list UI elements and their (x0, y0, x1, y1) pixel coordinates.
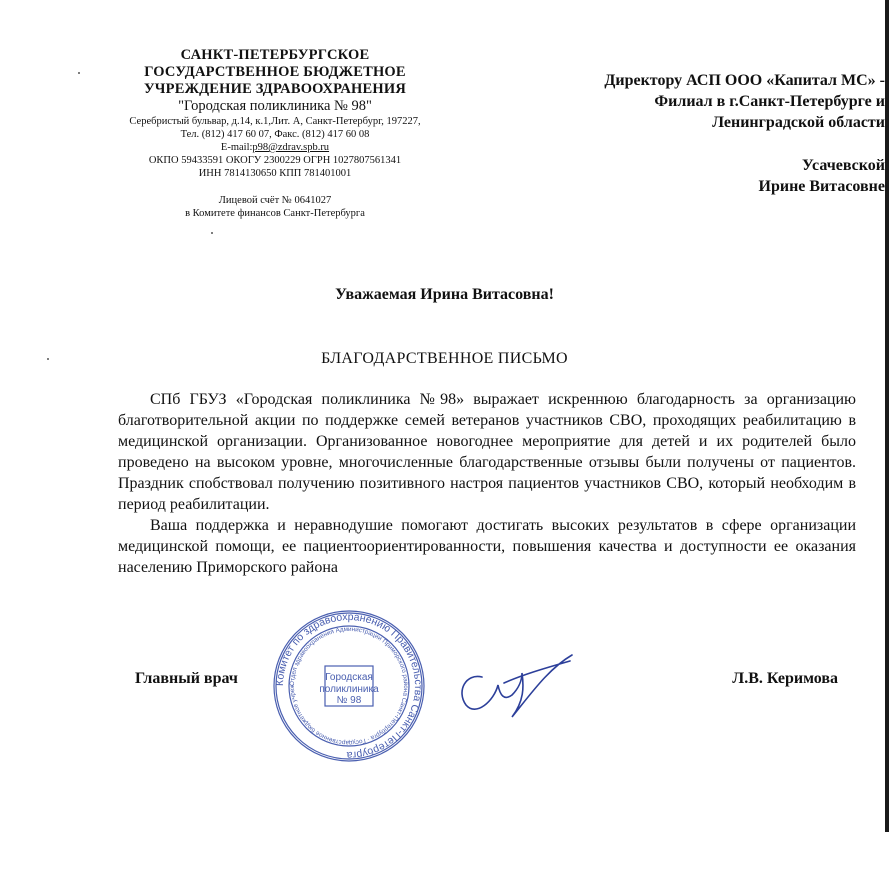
scan-speck (211, 232, 213, 234)
signatory-position: Главный врач (135, 670, 238, 687)
organization-name: "Городская поликлиника № 98" (178, 98, 372, 114)
email-link[interactable]: p98@zdrav.spb.ru (252, 142, 330, 153)
official-stamp (271, 608, 427, 764)
organization-codes-1: ОКПО 59433591 ОКОГУ 2300229 ОГРН 1027807561341 (148, 155, 402, 166)
email-prefix: E-mail: (220, 142, 253, 153)
organization-phone: Тел. (812) 417 60 07, Факс. (812) 417 60 08 (180, 129, 370, 140)
organization-email-line (100, 141, 450, 154)
stamp-inner-ring-text: Отдел здравоохранения Администрации Приморского района Санкт-Петербурга · Государственное бюджетное учреж (288, 625, 410, 747)
account-number: Лицевой счёт № 0641027 (218, 195, 332, 206)
letterhead-line-1: САНКТ-ПЕТЕРБУРГСКОЕ (180, 47, 370, 63)
addressee-surname: Усачевской (802, 157, 885, 174)
addressee-line-3: Ленинградской области (712, 114, 885, 131)
document-title: БЛАГОДАРСТВЕННОЕ ПИСЬМО (321, 350, 568, 367)
stamp-center-line-3: № 98 (336, 695, 362, 706)
scan-speck (78, 72, 80, 74)
letterhead-line-3: УЧРЕЖДЕНИЕ ЗДРАВООХРАНЕНИЯ (143, 81, 407, 97)
addressee-line-2: Филиал в г.Санкт-Петербурге и (654, 93, 885, 110)
stamp-center-line-1: Городская (325, 672, 373, 683)
letter-body (118, 389, 856, 578)
organization-codes-2: ИНН 7814130650 КПП 781401001 (198, 168, 352, 179)
handwritten-signature (452, 643, 577, 723)
organization-address: Серебристый бульвар, д.14, к.1,Лит. А, Санкт-Петербург, 197227, (129, 116, 421, 127)
letterhead-line-2: ГОСУДАРСТВЕННОЕ БЮДЖЕТНОЕ (144, 64, 406, 80)
letterhead (100, 47, 450, 220)
body-paragraph-1: СПб ГБУЗ «Городская поликлиника №98» выражает искреннюю благодарность за организацию благотворительной акции по поддержке семей ветеранов участников СВО, проходящих реабилитацию в медицинской организации. Организованное новогоднее мероприятие для детей и их родителей было проведено на высоком уровне, многочисленные благодарственные отзывы были получены от пациентов. Праздник спобствовал получению позитивного настроя пациентов участников СВО, который необходим в период реабилитации. (118, 391, 856, 513)
account-committee: в Комитете финансов Санкт-Петербурга (185, 208, 365, 219)
body-paragraph-2: Ваша поддержка и неравнодушие помогают достигать высоких результатов в сфере организации медицинской помощи, ее пациентоориентированности, повышения качества и доступности ее оказания населению Приморского района (118, 517, 856, 576)
scan-speck (47, 358, 49, 360)
signatory-name: Л.В. Керимова (732, 670, 838, 687)
stamp-center-line-2: поликлиника (319, 684, 379, 695)
salutation: Уважаемая Ирина Витасовна! (335, 286, 554, 303)
addressee-block (525, 70, 885, 197)
addressee-line-1: Директору АСП ООО «Капитал МС» - (604, 72, 885, 89)
stamp-outer-ring-text: Комитет по здравоохранению Правительства Санкт-Петербурга (273, 610, 425, 762)
addressee-name: Ирине Витасовне (758, 178, 885, 195)
page-edge (885, 0, 889, 832)
